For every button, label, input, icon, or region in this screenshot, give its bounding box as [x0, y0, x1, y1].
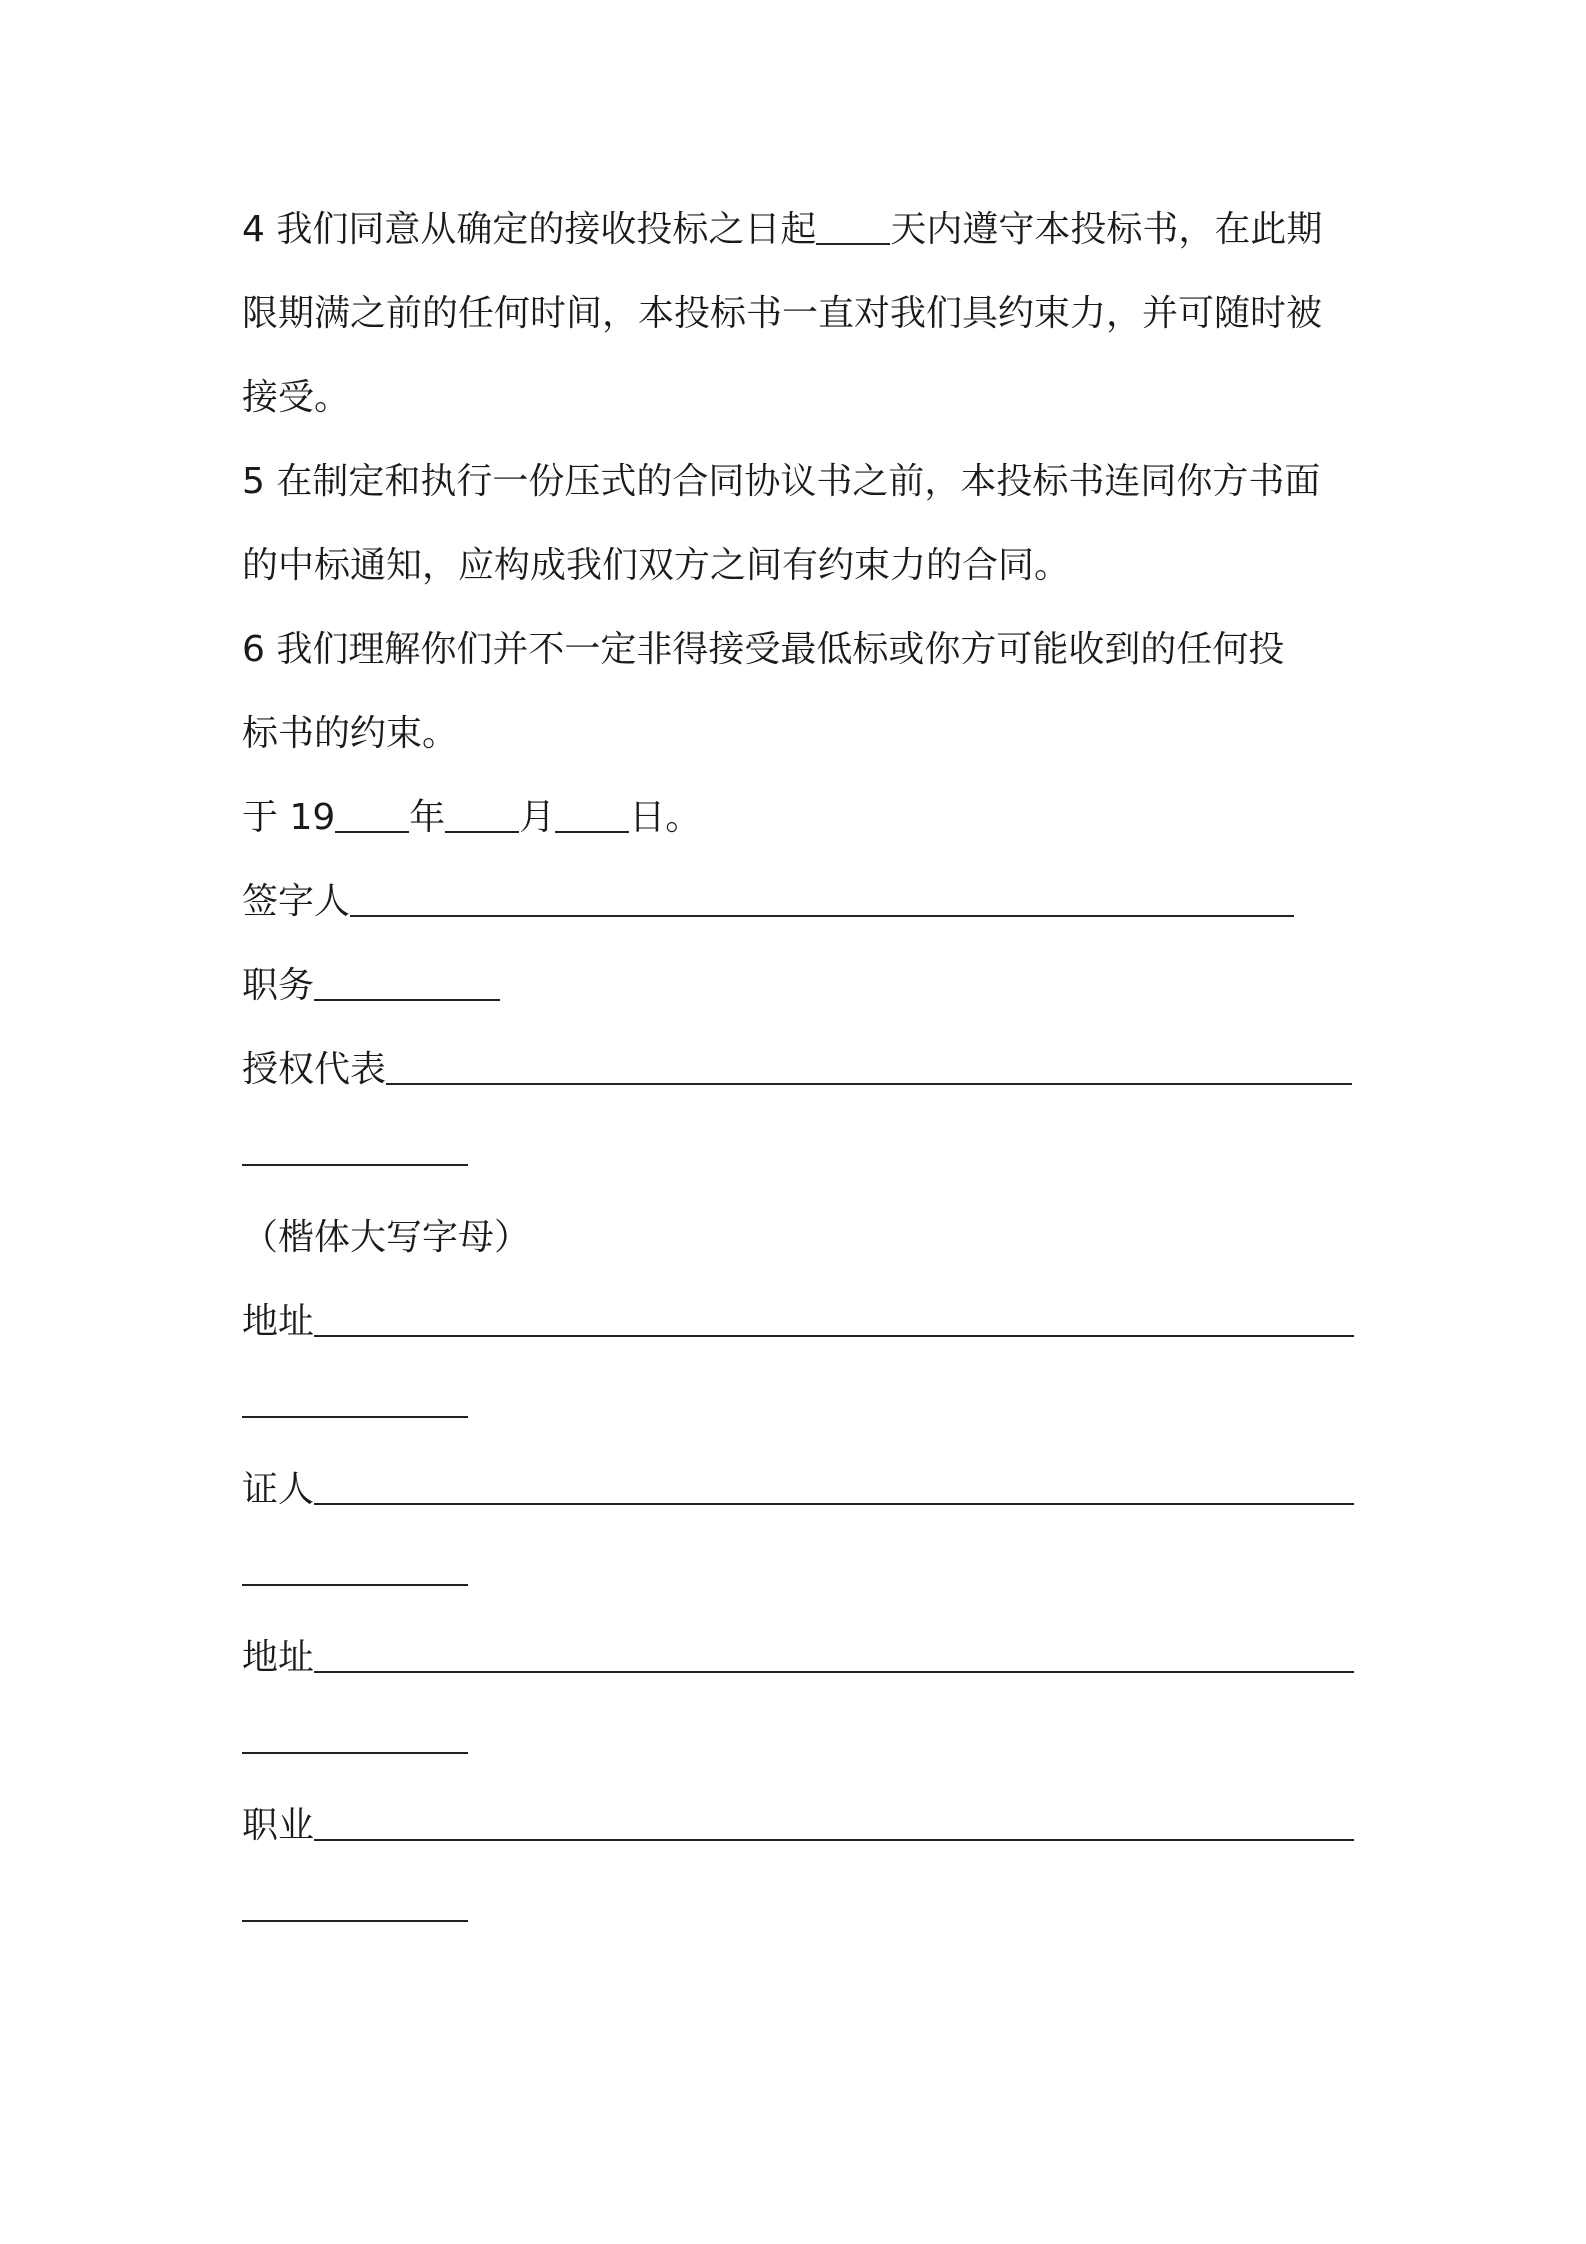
para4-line1-pre: 4 我们同意从确定的接收投标之日起: [242, 209, 817, 250]
para4-line2: 限期满之前的任何时间，本投标书一直对我们具约束力，并可随时被: [242, 293, 1323, 334]
block-letters-note: （楷体大写字母）: [242, 1217, 531, 1258]
date-year-label: 年: [409, 797, 446, 838]
occupation-label: 职业: [242, 1805, 315, 1846]
date-day-label: 日。: [629, 797, 702, 838]
witness-continuation-blank: [242, 1584, 468, 1586]
days-blank: [816, 209, 890, 245]
signer-label: 签字人: [242, 881, 351, 922]
witness-line: [242, 1468, 1354, 1512]
para4-line1-post: 天内遵守本投标书，在此期: [890, 209, 1323, 250]
occupation-blank: [314, 1805, 1354, 1841]
authorized-rep-line: [242, 1048, 1352, 1092]
para6-line2: 标书的约束。: [242, 713, 459, 754]
address2-label: 地址: [242, 1637, 315, 1678]
month-blank: [445, 797, 519, 833]
occupation-line: [242, 1804, 1354, 1848]
position-blank: [314, 965, 500, 1001]
signer-line: [242, 880, 1294, 924]
witness-blank: [314, 1469, 1354, 1505]
para4-line1: [242, 208, 1322, 252]
date-prefix: 于 19: [242, 797, 336, 838]
day-blank: [555, 797, 629, 833]
para4-line3: 接受。: [242, 377, 351, 418]
address2-blank: [314, 1637, 1354, 1673]
position-line: [242, 964, 500, 1008]
authorized-rep-blank: [386, 1049, 1352, 1085]
year-blank: [335, 797, 409, 833]
authorized-rep-label: 授权代表: [242, 1049, 387, 1090]
address1-blank: [314, 1301, 1354, 1337]
para6-line1: 6 我们理解你们并不一定非得接受最低标或你方可能收到的任何投: [242, 629, 1285, 670]
signer-blank: [350, 881, 1294, 917]
address1-continuation-blank: [242, 1416, 468, 1418]
witness-label: 证人: [242, 1469, 315, 1510]
address2-line: [242, 1636, 1354, 1680]
address1-label: 地址: [242, 1301, 315, 1342]
position-label: 职务: [242, 965, 315, 1006]
date-month-label: 月: [519, 797, 556, 838]
date-line: [242, 796, 701, 840]
occupation-continuation-blank: [242, 1920, 468, 1922]
address2-continuation-blank: [242, 1752, 468, 1754]
para5-line2: 的中标通知，应构成我们双方之间有约束力的合同。: [242, 545, 1071, 586]
authorized-rep-continuation-blank: [242, 1164, 468, 1166]
para5-line1: 5 在制定和执行一份压式的合同协议书之前，本投标书连同你方书面: [242, 461, 1321, 502]
address1-line: [242, 1300, 1354, 1344]
